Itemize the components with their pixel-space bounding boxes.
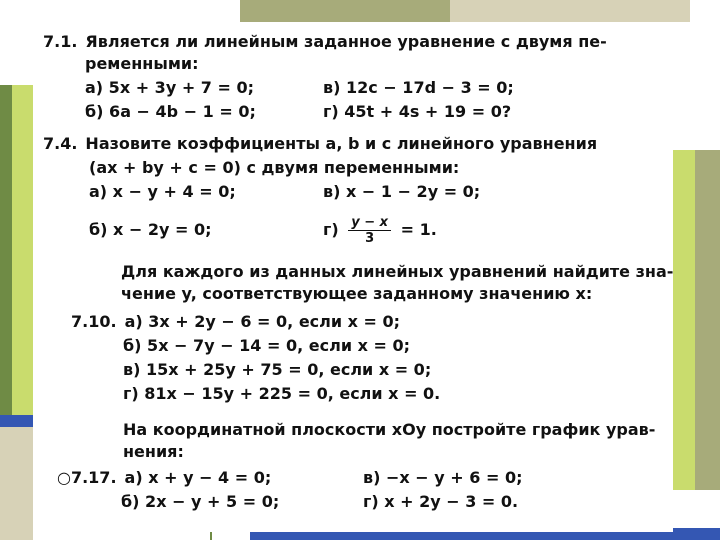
- bg-left-grey-bar: [0, 427, 33, 540]
- p74-number: 7.4.: [43, 134, 78, 153]
- p710-number: 7.10.: [71, 312, 117, 331]
- p74-item-g: [323, 210, 437, 250]
- p71-number: 7.1.: [43, 32, 78, 51]
- p717-item-a: а) x + y − 4 = 0;: [124, 468, 272, 487]
- p74-g-numerator: y − x: [348, 215, 391, 231]
- p717-intro2: нения:: [123, 442, 184, 461]
- p710-item-b: б) 5x − 7y − 14 = 0, если x = 0;: [123, 336, 410, 355]
- p74-item-a: а) x − y + 4 = 0;: [89, 182, 236, 201]
- p71-text2: ременными:: [85, 54, 199, 73]
- p71-item-a: а) 5x + 3y + 7 = 0;: [85, 78, 254, 97]
- p717-intro1: На координатной плоскости xOy постройте график урав-: [123, 420, 656, 439]
- p71-item-b: б) 6a − 4b − 1 = 0;: [85, 102, 256, 121]
- bg-right-olive-bar: [695, 150, 720, 490]
- p74-text1: Назовите коэффициенты a, b и c линейного уравнения: [85, 134, 598, 153]
- p74-item-v: в) x − 1 − 2y = 0;: [323, 182, 481, 201]
- p71-line1: [43, 32, 607, 52]
- bg-top-light-block: [450, 0, 690, 22]
- bg-left-light-bar: [12, 85, 33, 415]
- p74-g-rest: = 1.: [400, 220, 437, 239]
- p710-item-v: в) 15x + 25y + 75 = 0, если x = 0;: [123, 360, 432, 379]
- p710-intro2: чение y, соответствующее заданному значению x:: [121, 284, 593, 303]
- p710-line-a: [71, 312, 400, 332]
- p74-g-denominator: 3: [365, 231, 375, 246]
- p71-item-v: в) 12c − 17d − 3 = 0;: [323, 78, 514, 97]
- p717-item-g: г) x + 2y − 3 = 0.: [363, 492, 519, 511]
- p74-item-b: б) x − 2y = 0;: [89, 220, 212, 239]
- p74-text2: (ax + by + c = 0) с двумя переменными:: [89, 158, 460, 177]
- p74-g-fraction: [348, 215, 391, 246]
- p710-item-g: г) 81x − 15y + 225 = 0, если x = 0.: [123, 384, 441, 403]
- textbook-page: [33, 22, 673, 532]
- bg-left-green-bar: [0, 85, 12, 415]
- bg-left-blue-bar: [0, 415, 33, 427]
- p74-line1: [43, 134, 597, 154]
- p710-item-a: а) 3x + 2y − 6 = 0, если x = 0;: [124, 312, 401, 331]
- p710-intro1: Для каждого из данных линейных уравнений найдите зна-: [121, 262, 674, 281]
- bg-top-olive-block: [240, 0, 450, 22]
- p71-item-g: г) 45t + 4s + 19 = 0?: [323, 102, 512, 121]
- p71-text1: Является ли линейным заданное уравнение с двумя пе-: [85, 32, 607, 51]
- p74-g-label: г): [323, 220, 339, 239]
- p717-item-v: в) −x − y + 6 = 0;: [363, 468, 523, 487]
- p717-item-b: б) 2x − y + 5 = 0;: [121, 492, 280, 511]
- bg-right-green-bar: [673, 150, 695, 490]
- p717-number: ○7.17.: [57, 468, 117, 487]
- p717-line-a: [57, 468, 271, 488]
